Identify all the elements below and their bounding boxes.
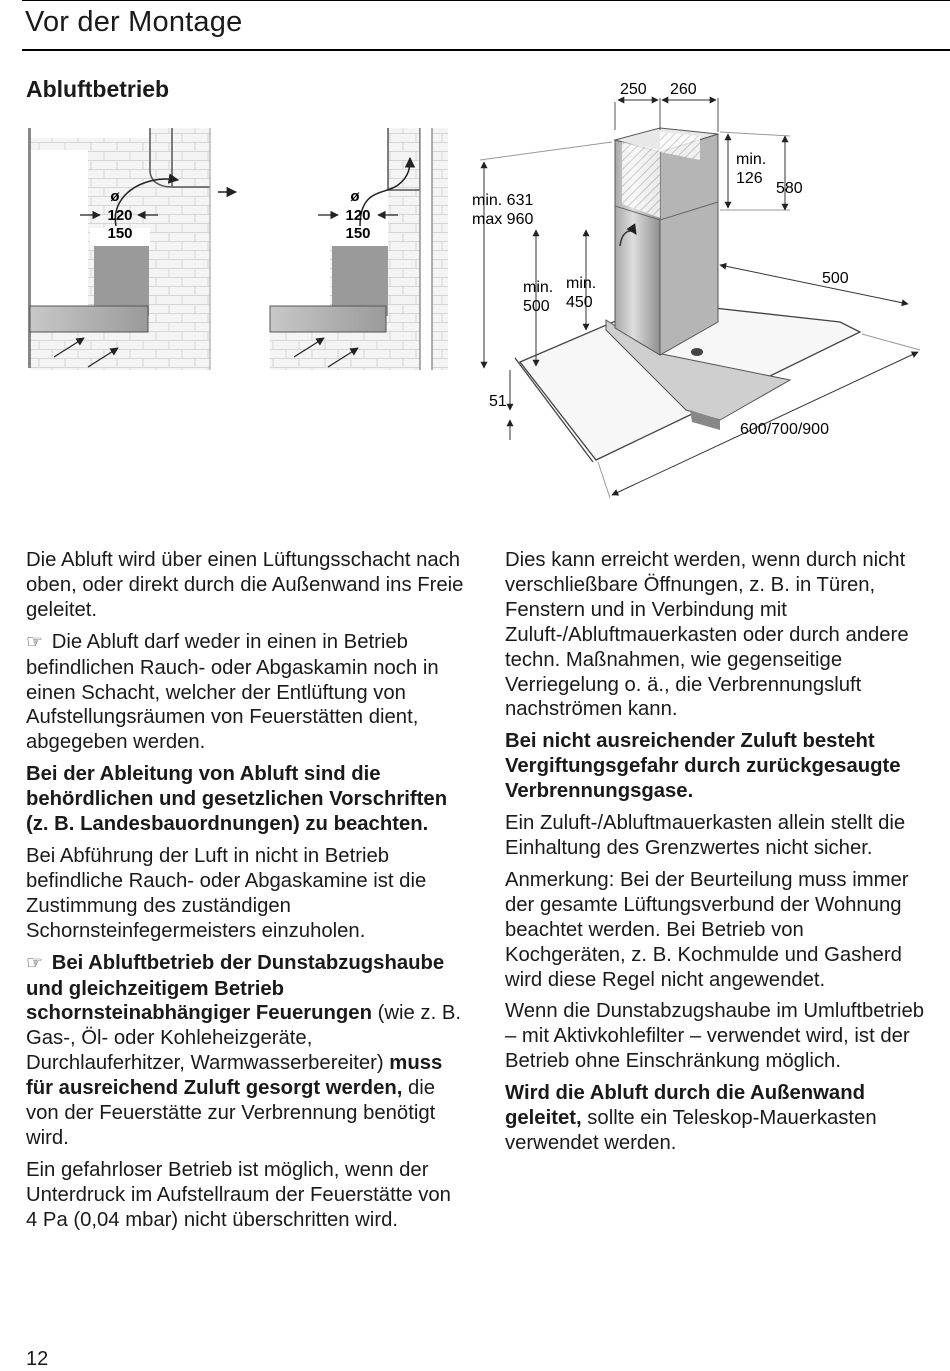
right-column xyxy=(505,548,925,1163)
hood-dimension-drawing xyxy=(472,81,920,498)
duct-size-120-2: 120 xyxy=(345,207,371,224)
dim-500-depth: 500 xyxy=(822,270,849,287)
duct-diameter-symbol-2: ø xyxy=(350,188,360,205)
paragraph: Die Abluft wird über einen Lüftungsschacht nach oben, oder direkt durch die Außenwand ins Freie geleitet. xyxy=(26,549,464,621)
paragraph: Ein Zuluft-/Abluftmauerkasten allein stellt die Einhaltung des Grenzwertes nicht sicher. xyxy=(505,812,906,859)
pointing-hand-icon: ☞ xyxy=(26,952,44,974)
installation-figure xyxy=(0,70,950,540)
diagram-wall-exhaust xyxy=(270,128,448,370)
warning-paragraph: Bei der Ableitung von Abluft sind die behördlichen und gesetzlichen Vorschriften (z. B. Landesbauordnungen) zu beachten. xyxy=(26,763,448,836)
note-paragraph: ☞ Bei Abluftbetrieb der Dunstabzugshaube und gleichzeitigem Betrieb schornsteinabhängiger Feuerungen (wie z. B. Gas-, Öl- oder Kohleheizgeräte, Durchlauferhitzer, Warmwasserbereiter) muss für ausreichend Zuluft gesorgt werden, die von der Feuerstätte zur Verbrennung benötigt wird. xyxy=(26,951,461,1149)
left-column xyxy=(26,548,464,1240)
paragraph: Ein gefahrloser Betrieb ist möglich, wenn der Unterdruck im Aufstellraum der Feuerstätte von 4 Pa (0,04 mbar) nicht überschritten wird. xyxy=(26,1158,451,1231)
dim-min-label-450: min. xyxy=(566,275,597,292)
pointing-hand-icon: ☞ xyxy=(26,631,44,653)
dim-500: 500 xyxy=(523,298,550,315)
dim-min-label-126: min. xyxy=(736,151,767,168)
duct-size-150-2: 150 xyxy=(345,225,371,242)
paragraph: Anmerkung: Bei der Beurteilung muss immer der gesamte Lüftungsverbund der Wohnung beachtet werden. Bei Betrieb von Kochgeräten, z. B. Kochmulde und Gasherd wird diese Regel nicht angewendet. xyxy=(505,868,909,991)
dim-51: 51 xyxy=(489,393,507,410)
paragraph: Wird die Abluft durch die Außenwand geleitet, sollte ein Teleskop-Mauerkasten verwendet werden. xyxy=(505,1082,877,1154)
duct-diameter-symbol-1: ø xyxy=(110,188,120,205)
diagram-shaft-exhaust xyxy=(28,128,236,370)
duct-size-120-1: 120 xyxy=(107,207,133,224)
note-paragraph: ☞ Die Abluft darf weder in einen in Betrieb befindlichen Rauch- oder Abgaskamin noch in einen Schacht, welcher der Entlüftung von Aufstellungsräumen von Feuerstätten dient, abgegeben werden. xyxy=(26,630,439,754)
paragraph: Wenn die Dunstabzugshaube im Umluftbetrieb – mit Aktivkohlefilter – verwendet wird, ist der Betrieb ohne Einschränkung möglich. xyxy=(505,1000,925,1073)
dim-580: 580 xyxy=(776,180,803,197)
dim-min-label-500: min. xyxy=(523,279,554,296)
top-rule xyxy=(22,0,950,1)
dim-width: 600/700/900 xyxy=(740,421,829,438)
section-heading: Abluftbetrieb xyxy=(26,76,170,102)
title-rule xyxy=(22,49,950,51)
duct-size-150-1: 150 xyxy=(107,225,133,242)
paragraph: Bei Abführung der Luft in nicht in Betrieb befindliche Rauch- oder Abgaskamine ist die Zustimmung des zuständigen Schornsteinfegermeisters einzuholen. xyxy=(26,844,427,942)
dim-min-631: min. 631 xyxy=(472,192,534,209)
dim-450: 450 xyxy=(566,294,593,311)
page-title: Vor der Montage xyxy=(25,6,243,38)
dim-126: 126 xyxy=(736,170,763,187)
dim-250: 250 xyxy=(620,81,647,98)
paragraph: Dies kann erreicht werden, wenn durch nicht verschließbare Öffnungen, z. B. in Türen, Fenstern und in Verbindung mit Zuluft-/Abluftmauerkasten oder durch andere techn. Maßnahmen, wie gegenseitige Verriegelung o. ä., die Verbrennungsluft nachströmen kann. xyxy=(505,549,909,721)
dim-260: 260 xyxy=(670,81,697,98)
page-number: 12 xyxy=(26,1348,49,1370)
warning-paragraph: Bei nicht ausreichender Zuluft besteht Vergiftungsgefahr durch zurückgesaugte Verbrennungsgase. xyxy=(505,730,901,803)
dim-max-960: max 960 xyxy=(472,211,534,228)
